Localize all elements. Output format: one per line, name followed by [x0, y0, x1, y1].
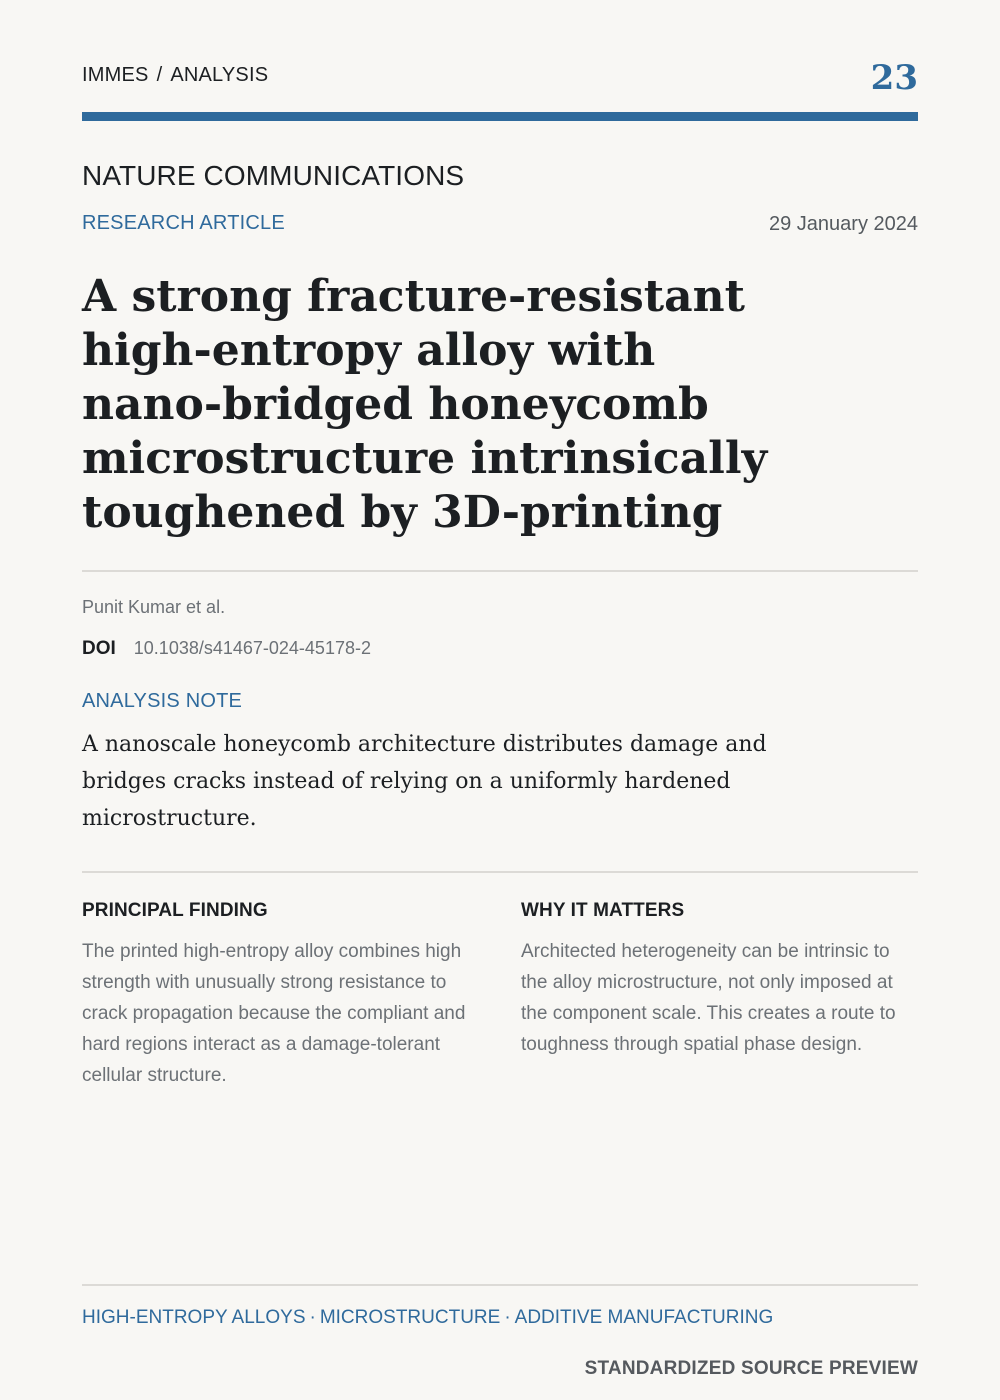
keyword-tag: MICROSTRUCTURE	[319, 1307, 501, 1328]
doi-label: DOI	[82, 638, 116, 659]
breadcrumb-separator: /	[156, 64, 163, 86]
doi-value: 10.1038/s41467-024-45178-2	[133, 638, 371, 658]
publication-date: 29 January 2024	[768, 213, 918, 235]
breadcrumb-section: ANALYSIS	[170, 64, 269, 86]
principal-finding-heading: PRINCIPAL FINDING	[82, 900, 268, 921]
analysis-note-text: A nanoscale honeycomb architecture distributes damage and bridges cracks instead of relying on a uniformly hardened microstructure.	[82, 732, 767, 831]
note-divider	[82, 871, 918, 873]
principal-finding-section	[82, 900, 477, 1091]
page-number: 23	[870, 58, 918, 98]
breadcrumb-publisher: IMMES	[82, 64, 149, 86]
why-it-matters-text: Architected heterogeneity can be intrinsic to the alloy microstructure, not only imposed at the component scale. This creates a route to toughness through spatial phase design.	[521, 941, 896, 1055]
keyword-tag: HIGH-ENTROPY ALLOYS	[82, 1307, 306, 1328]
document-page	[82, 0, 918, 1400]
page-header	[82, 58, 918, 98]
keyword-tag: ADDITIVE MANUFACTURING	[514, 1307, 774, 1328]
why-it-matters-section	[521, 900, 916, 1060]
keyword-separator: ·	[309, 1307, 316, 1328]
keyword-separator: ·	[504, 1307, 511, 1328]
journal-name: NATURE COMMUNICATIONS	[82, 160, 465, 191]
footer-divider	[82, 1284, 918, 1286]
doi-row	[82, 638, 371, 660]
article-type-label: RESEARCH ARTICLE	[82, 212, 285, 234]
why-it-matters-heading: WHY IT MATTERS	[521, 900, 685, 921]
principal-finding-text: The printed high-entropy alloy combines high strength with unusually strong resistance to crack propagation because the compliant and hard regions interact as a damage-tolerant cellular structure.	[82, 941, 466, 1086]
breadcrumb	[82, 64, 268, 87]
article-title: A strong fracture-resistant high-entropy alloy with nano-bridged honeycomb microstructure intrinsically toughened by 3D-printing	[82, 271, 768, 538]
header-accent-rule	[82, 112, 918, 121]
footer-label: STANDARDIZED SOURCE PREVIEW	[584, 1358, 918, 1379]
authors: Punit Kumar et al.	[82, 597, 226, 617]
analysis-note-label: ANALYSIS NOTE	[82, 690, 243, 712]
title-divider	[82, 570, 918, 572]
keyword-tags	[82, 1307, 773, 1329]
